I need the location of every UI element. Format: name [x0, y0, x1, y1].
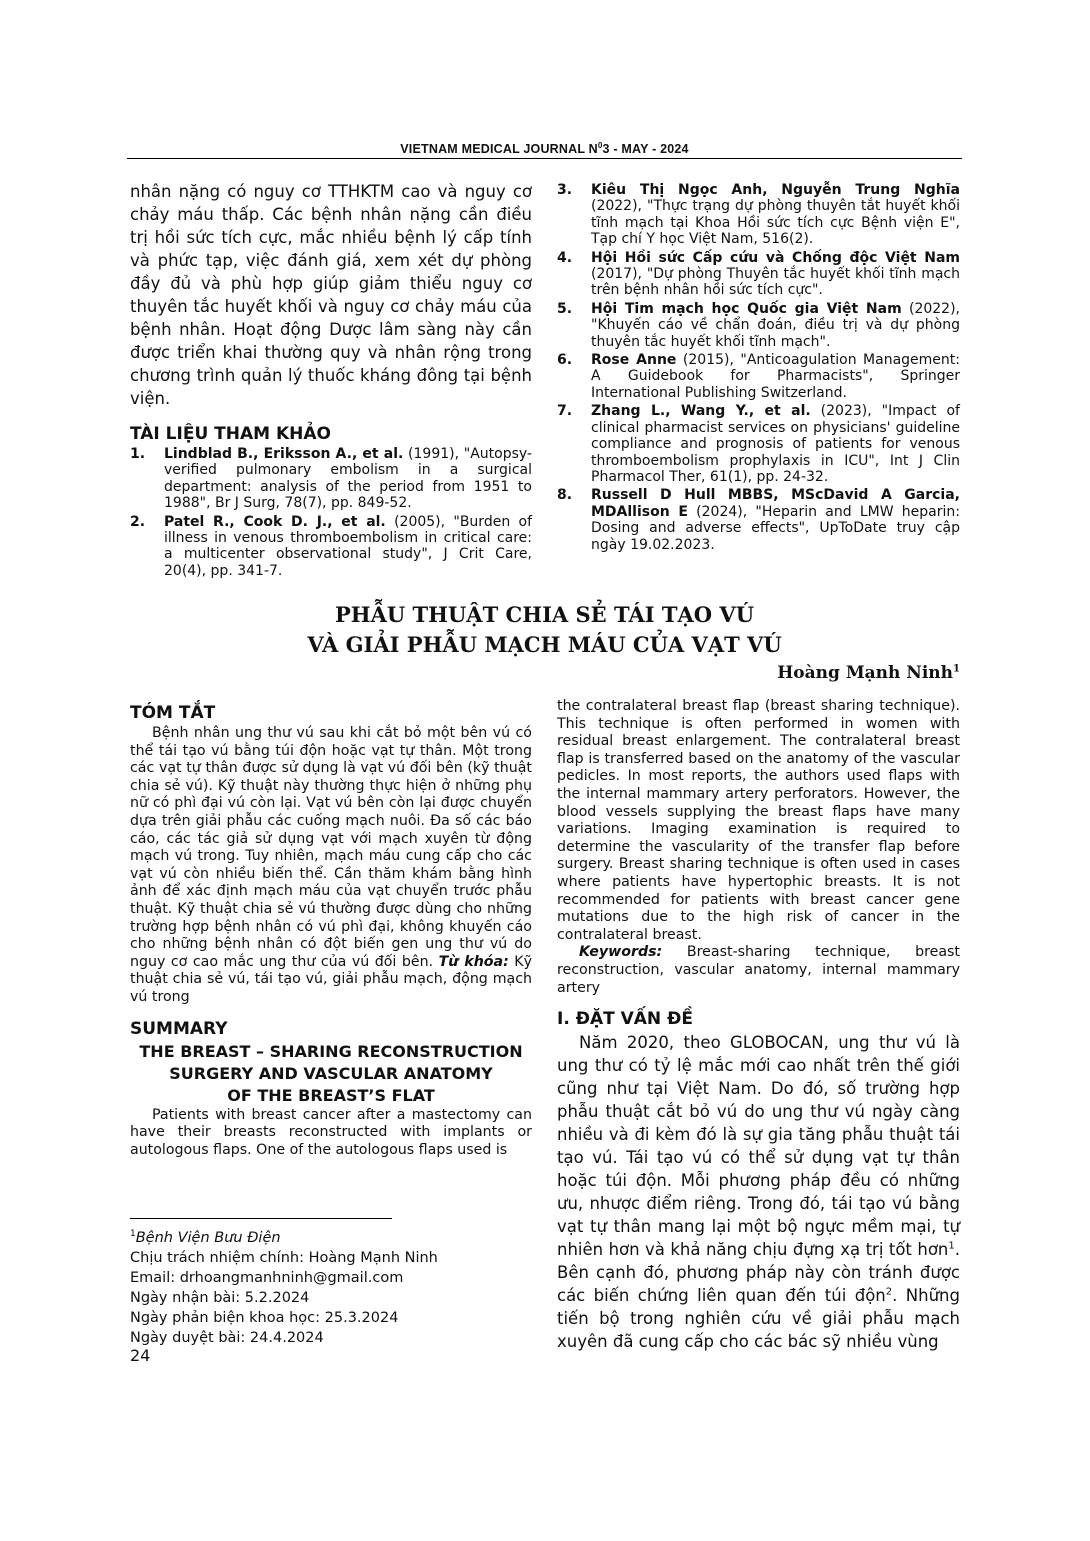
reference-item: 6. Rose Anne (2015), "Anticoagulation Management: A Guidebook for Pharmacists", Springer International Publishing Switzerland. [557, 352, 961, 401]
keywords-en: Keywords: Breast-sharing technique, breast reconstruction, vascular anatomy, internal mammary artery [557, 944, 960, 996]
date-reviewed: Ngày phản biện khoa học: 25.3.2024 [130, 1310, 399, 1326]
page-number: 24 [130, 1346, 151, 1365]
references-list-left [130, 446, 532, 579]
reference-item: 2. Patel R., Cook D. J., et al. (2005), "Burden of illness in venous thromboembolism in critical care: a multicenter observational study", J Crit Care, 20(4), pp. 341-7. [130, 513, 532, 579]
reference-item: 3. Kiêu Thị Ngọc Anh, Nguyễn Trung Nghĩa (2022), "Thực trạng dự phòng thuyên tắt huyết khối tĩnh mạch tại Khoa Hồi sức tích cực Bệnh viện E", Tạp chí Y học Việt Nam, 516(2). [557, 182, 960, 248]
top-left-column [130, 180, 532, 581]
references-list-right [557, 182, 960, 553]
reference-item: 4. Hội Hồi sức Cấp cứu và Chống độc Việt Nam (2017), "Dự phòng Thuyên tắc huyết khối tĩnh mạch trên bệnh nhân hồi sức tích cực". [557, 249, 960, 299]
summary-title-line-3: OF THE BREAST’S FLAT [227, 1085, 435, 1105]
header-sup: 0 [597, 140, 603, 150]
references-heading: TÀI LIỆU THAM KHẢO [130, 424, 331, 444]
journal-header [127, 142, 962, 156]
reference-item: 8. Russell D Hull MBBS, MScDavid A Garcia, MDAllison E (2024), "Heparin and LMW heparin: Dosing and adverse effects", UpToDate truy cập ngày 19.02.2023. [557, 487, 960, 553]
keywords-label-en: Keywords: [579, 944, 663, 961]
summary-text-right: the contralateral breast flap (breast sharing technique). This technique is often performed in women with residual breast enlargement. The contralateral breast flap is transferred based on the anatomy of the vascular pedicles. In most reports, the authors used flaps with the internal mammary artery perforators. However, the blood vessels supplying the breast flaps have many variations. Imaging examination is required to determine the vascularity of the transfer flap before surgery. Breast sharing technique is often used in cases where patients have hypertophic breasts. It is not recommended for patients with breast cancer gene mutations due to the high risk of cancer in the contralateral breast. [557, 698, 960, 943]
conclusion-paragraph: nhân nặng có nguy cơ TTHKTM cao và nguy cơ chảy máu thấp. Các bệnh nhân nặng cần điều trị hồi sức tích cực, mắc nhiều bệnh lý cấp tính và phức tạp, việc đánh giá, xem xét dự phòng đầy đủ và phù hợp giúp giảm thiểu nguy cơ thuyên tắc huyết khối và nguy cơ chảy máu của bệnh nhân. Hoạt động Dược lâm sàng này cần được triển khai thường quy và nhân rộng trong chương trình quản lý thuốc kháng đông tại bệnh viện. [130, 182, 532, 408]
footnotes [130, 1228, 530, 1348]
reference-item: 7. Zhang L., Wang Y., et al. (2023), "Impact of clinical pharmacist services on physicians' guideline compliance and prognosis of patients for venous thromboembolism prophylaxis in ICU", Int J Clin Pharmacol Ther, 61(1), pp. 24-32. [557, 403, 960, 485]
header-text: VIETNAM MEDICAL JOURNAL N [400, 142, 598, 156]
date-received: Ngày nhận bài: 5.2.2024 [130, 1290, 310, 1306]
summary-text-left: Patients with breast cancer after a mastectomy can have their breasts reconstructed with implants or autologous flaps. One of the autologous flaps used is [130, 1106, 532, 1158]
reference-item: 5. Hội Tim mạch học Quốc gia Việt Nam (2022), "Khuyến cáo về chẩn đoán, điều trị và dự phòng thuyên tắc huyết khối tĩnh mạch". [557, 300, 960, 350]
summary-title-line-1: THE BREAST – SHARING RECONSTRUCTION [139, 1041, 523, 1061]
author-email: Email: drhoangmanhninh@gmail.com [130, 1270, 404, 1286]
date-approved: Ngày duyệt bài: 24.4.2024 [130, 1330, 324, 1346]
reference-item: 1. Lindblad B., Eriksson A., et al. (1991), "Autopsy-verified pulmonary embolism in a surgical department: analysis of the period from 1951 to 1988", Br J Surg, 78(7), pp. 849-52. [130, 446, 532, 512]
footnote-rule [130, 1218, 392, 1219]
header-text-issue: 3 - MAY - 2024 [602, 142, 689, 156]
abstract-vi-text: Bệnh nhân ung thư vú sau khi cắt bỏ một bên vú có thể tái tạo vú bằng túi độn hoặc vạt tự thân. Một trong các vạt tự thân được sử dụng là vạt vú đối bên (kỹ thuật chia sẻ vú). Kỹ thuật này thường thực hiện ở những phụ nữ có phì đại vú còn lại. Vạt vú bên còn lại được chuyển dựa trên giải phẫu các cuống mạch nuôi. Đa số các báo cáo, các tác giả sử dụng vạt với mạch xuyên từ động mạch vú trong. Tuy nhiên, mạch máu cung cấp cho các vạt vú còn nhiều biến thể. Cần thăm khám bằng hình ảnh để xác định mạch máu của vạt chuyển trước phẫu thuật. Kỹ thuật chia sẻ vú thường được dùng cho những trường hợp bệnh nhân có vú phì đại, không khuyến cáo cho những bệnh nhân có đột biến gen ung thư vú do nguy cơ cao mắc ung thư của vú đối bên. Từ khóa: Kỹ thuật chia sẻ vú, tái tạo vú, giải phẫu mạch, động mạch vú trong [130, 725, 532, 1005]
summary-continued-column [557, 698, 960, 1353]
summary-title-line-2: SURGERY AND VASCULAR ANATOMY [169, 1063, 493, 1083]
top-right-column [557, 182, 960, 555]
affiliation: $^1$Bệnh Viện Bưu Điện [130, 1229, 281, 1246]
keywords-label-vi: Từ khóa: [438, 953, 509, 970]
introduction-paragraph: Năm 2020, theo GLOBOCAN, ung thư vú là ung thư có tỷ lệ mắc mới cao nhất trên thế giới cũng như tại Việt Nam. Do đó, số trường hợp phẫu thuật cắt bỏ vú do ung thư vú ngày càng nhiều và đi kèm đó là sự gia tăng phẫu thuật tái tạo vú. Tái tạo vú có thể sử dụng vạt tự thân hoặc túi độn. Mỗi phương pháp đều có những ưu, nhược điểm riêng. Trong đó, tái tạo vú bằng vạt tự thân mang lại một bộ ngực mềm mại, tự nhiên hơn và khả năng chịu đựng xạ trị tốt hơn$^1$. Bên cạnh đó, phương pháp này còn tránh được các biến chứng liên quan đến túi độn$^2$. Những tiến bộ trong nghiên cứu về giải phẫu mạch xuyên đã cung cấp cho các bác sỹ nhiều vùng [557, 1033, 960, 1352]
article-title-line-1: PHẪU THUẬT CHIA SẺ TÁI TẠO VÚ [334, 602, 755, 627]
introduction-heading: I. ĐẶT VẤN ĐỀ [557, 1009, 693, 1030]
abstract-column [130, 701, 532, 1159]
summary-heading: SUMMARY [130, 1018, 228, 1039]
keywords-vi: Kỹ thuật chia sẻ vú, tái tạo vú, giải phẫu mạch, động mạch vú trong [130, 953, 532, 1005]
abstract-heading: TÓM TẮT [130, 703, 216, 723]
responsible-author: Chịu trách nhiệm chính: Hoàng Mạnh Ninh [130, 1250, 438, 1266]
author-name: Hoàng Mạnh Ninh$^1$ [777, 663, 960, 683]
header-rule [127, 158, 962, 159]
article-title-line-2: VÀ GIẢI PHẪU MẠCH MÁU CỦA VẠT VÚ [307, 632, 782, 657]
